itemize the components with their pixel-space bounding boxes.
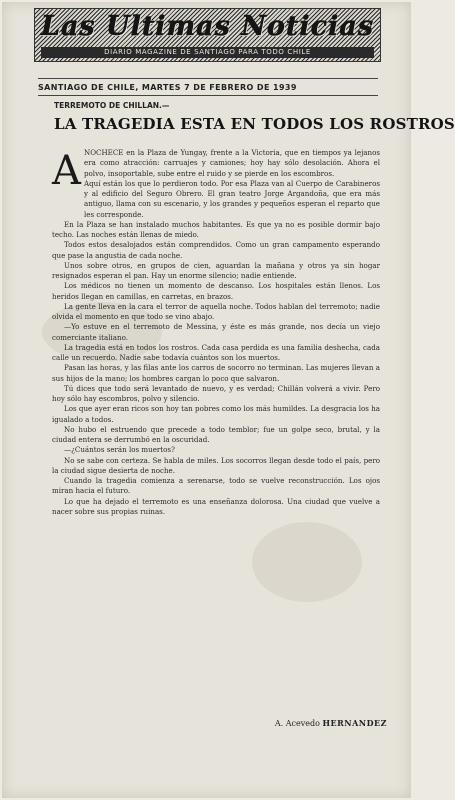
article-paragraph: —Yo estuve en el terremoto de Messina, y éste es más grande, nos decía un viejo comerciante italiano. — [52, 322, 380, 342]
article-paragraph: Tú dices que todo será levantado de nuevo, y es verdad; Chillán volverá a vivir. Pero hoy sólo hay escombros, polvo y silencio. — [52, 383, 380, 403]
article-paragraph: Pasan las horas, y las filas ante los carros de socorro no terminan. Las mujeres llevan a sus hijos de la mano; los hombres cargan lo poco que salvaron. — [52, 363, 380, 383]
article-body — [52, 148, 380, 708]
byline-name: HERNANDEZ — [322, 718, 387, 728]
newspaper-clipping — [2, 2, 455, 798]
bottom-rule — [38, 95, 378, 96]
article-paragraph: —¿Cuántos serán los muertos? — [64, 445, 175, 455]
byline-prefix: A. Acevedo — [274, 719, 323, 728]
article-paragraph: La tragedia está en todos los rostros. Cada casa perdida es una familia deshecha, cada calle un recuerdo. Nadie sabe todavía cuántos son los muertos. — [52, 342, 380, 362]
masthead-subtitle: DIARIO MAGAZINE DE SANTIAGO PARA TODO CHILE — [41, 47, 374, 58]
top-rule — [38, 78, 378, 79]
article-paragraph: NOCHECE en la Plaza de Yungay, frente a la Victoria, que en tiempos ya lejanos era como atracción: carruajes y camiones; hoy hay sólo desolación. Ahora el polvo, insoportable, sube entre el ruido y se pierde en los escombros. — [84, 148, 380, 178]
drop-cap: A — [52, 148, 81, 194]
article-paragraph: Cuando la tragedia comienza a serenarse, todo se vuelve reconstrucción. Los ojos miran hacia el futuro. — [52, 476, 380, 496]
article-paragraph: Los médicos no tienen un momento de descanso. Los hospitales están llenos. Los heridos llegan en camillas, en carretas, en brazos. — [52, 281, 380, 301]
dateline: SANTIAGO DE CHILE, MARTES 7 DE FEBRERO DE 1939 — [38, 83, 297, 92]
article-kicker: TERREMOTO DE CHILLAN.— — [54, 101, 170, 110]
article-headline: LA TRAGEDIA ESTA EN TODOS LOS ROSTROS — [54, 115, 455, 133]
article-paragraph: Los que ayer eran ricos son hoy tan pobres como los más humildes. La desgracia los ha igualado a todos. — [52, 404, 380, 424]
article-paragraph: Aquí están los que lo perdieron todo. Por esa Plaza van al Cuerpo de Carabineros y al edificio del Seguro Obrero. El gran teatro Jorge Argandoña, que era más antiguo, llama con su escenario, y los grandes y pequeños esperan el reparto que les corresponde. — [84, 178, 380, 219]
article-paragraph: Lo que ha dejado el terremoto es una enseñanza dolorosa. Una ciudad que vuelve a nacer sobre sus propias ruinas. — [52, 496, 380, 516]
article-paragraph: Unos sobre otros, en grupos de cien, aguardan la mañana y otros ya sin hogar resignados esperan el pan. Hay un enorme silencio; nadie entiende. — [52, 260, 380, 280]
article-paragraph: No hubo el estruendo que precede a todo temblor; fue un golpe seco, brutal, y la ciudad entera se derrumbó en la oscuridad. — [52, 424, 380, 444]
masthead — [34, 8, 381, 62]
article-paragraph: En la Plaza se han instalado muchos habitantes. Es que ya no es posible dormir bajo techo. Las noches están llenas de miedo. — [52, 219, 380, 239]
article-paragraph: Todos estos desalojados están comprendidos. Como un gran campamento esperando que pase la angustia de cada noche. — [52, 240, 380, 260]
byline — [257, 718, 387, 728]
masthead-title: Las Ultimas Noticias — [40, 11, 375, 42]
article-paragraph: La gente lleva en la cara el terror de aquella noche. Todos hablan del terremoto; nadie olvida el momento en que todo se vino abajo. — [52, 301, 380, 321]
article-paragraph: No se sabe con certeza. Se habla de miles. Los socorros llegan desde todo el país, pero la ciudad sigue desierta de noche. — [52, 455, 380, 475]
